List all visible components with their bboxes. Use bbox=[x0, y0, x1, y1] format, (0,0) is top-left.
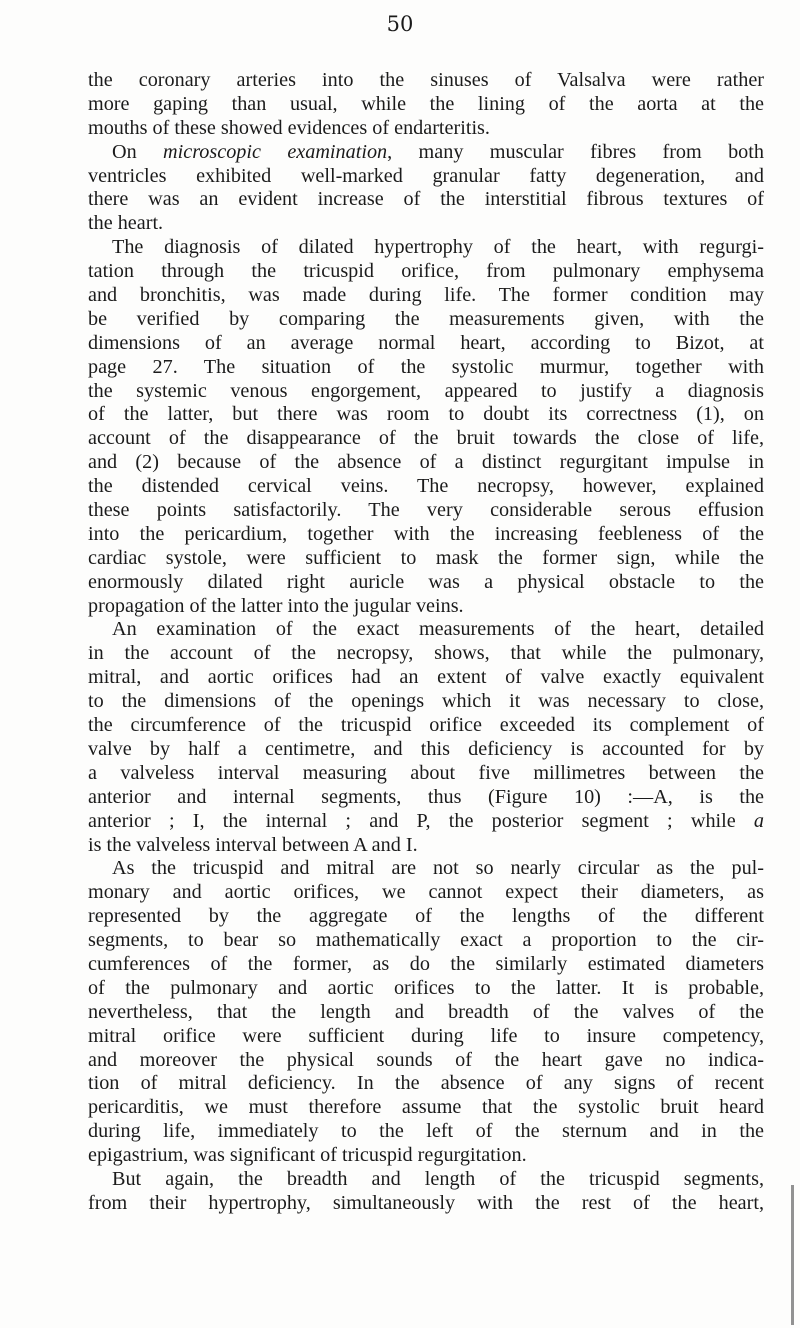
text-line: represented by the aggregate of the lengths of the different bbox=[88, 905, 764, 928]
text-line: mouths of these showed evidences of endarteritis. bbox=[88, 116, 490, 139]
text-line: and (2) because of the absence of a distinct regurgitant impulse in bbox=[88, 451, 764, 474]
text-line: tation through the tricuspid orifice, from pulmonary emphysema bbox=[88, 260, 764, 283]
text-line: dimensions of an average normal heart, according to Bizot, at bbox=[88, 331, 764, 354]
text-line: cardiac systole, were sufficient to mask the former sign, while the bbox=[88, 546, 764, 569]
text-line: into the pericardium, together with the increasing feebleness of the bbox=[88, 522, 764, 545]
text-line bbox=[88, 810, 764, 834]
text-line: As the tricuspid and mitral are not so nearly circular as the pul- bbox=[112, 857, 764, 880]
text-line: the heart. bbox=[88, 212, 164, 235]
text-line: valve by half a centimetre, and this deficiency is accounted for by bbox=[88, 737, 764, 760]
text-line: The diagnosis of dilated hypertrophy of the heart, with regurgi- bbox=[112, 236, 764, 259]
text-line: the coronary arteries into the sinuses of Valsalva were rather bbox=[88, 69, 764, 91]
text-line: of the pulmonary and aortic orifices to the latter. It is probable, bbox=[88, 976, 764, 999]
text-line: tion of mitral deficiency. In the absence of any signs of recent bbox=[88, 1072, 764, 1095]
text-line: be verified by comparing the measurements given, with the bbox=[88, 307, 764, 330]
italic-phrase: microscopic examination bbox=[163, 140, 388, 163]
page-number: 50 bbox=[386, 12, 414, 36]
body-text bbox=[88, 69, 764, 1216]
text-line: anterior and internal segments, thus (Figure 10) :—A, is the bbox=[88, 785, 764, 808]
text-line: in the account of the necropsy, shows, that while the pulmonary, bbox=[88, 642, 764, 665]
text-line: epigastrium, was significant of tricuspid regurgitation. bbox=[88, 1144, 527, 1167]
text-line: But again, the breadth and length of the tricuspid segments, bbox=[112, 1167, 764, 1190]
text-line: these points satisfactorily. The very considerable serous effusion bbox=[88, 499, 764, 522]
text-line: more gaping than usual, while the lining of the aorta at the bbox=[88, 92, 764, 115]
text-line: there was an evident increase of the interstitial fibrous textures of bbox=[88, 188, 764, 211]
text-line: monary and aortic orifices, we cannot expect their diameters, as bbox=[88, 881, 764, 904]
text-line: and bronchitis, was made during life. The former condition may bbox=[88, 284, 764, 307]
text-line: is the valveless interval between A and I. bbox=[88, 833, 418, 856]
text-line: pericarditis, we must therefore assume that the systolic bruit heard bbox=[88, 1096, 764, 1119]
line-prefix: On bbox=[112, 140, 164, 163]
italic-letter: a bbox=[753, 809, 764, 832]
text-line: enormously dilated right auricle was a physical obstacle to the bbox=[88, 570, 764, 593]
text-line: a valveless interval measuring about five millimetres between the bbox=[88, 761, 764, 784]
text-line: the distended cervical veins. The necropsy, however, explained bbox=[88, 475, 764, 498]
text-line: ventricles exhibited well-marked granular fatty degeneration, and bbox=[88, 164, 764, 187]
text-line: from their hypertrophy, simultaneously with the rest of the heart, bbox=[88, 1191, 764, 1214]
text-line: mitral, and aortic orifices had an extent of valve exactly equivalent bbox=[88, 666, 764, 689]
text-line: and moreover the physical sounds of the heart gave no indica- bbox=[88, 1048, 764, 1071]
text-line bbox=[88, 141, 764, 165]
text-line: propagation of the latter into the jugular veins. bbox=[88, 594, 464, 617]
text-line: page 27. The situation of the systolic murmur, together with bbox=[88, 355, 764, 378]
text-line: of the latter, but there was room to doubt its correctness (1), on bbox=[88, 403, 764, 426]
text-line: the circumference of the tricuspid orifice exceeded its complement of bbox=[88, 714, 764, 737]
text-line: nevertheless, that the length and breadth of the valves of the bbox=[88, 1000, 764, 1023]
text-line: account of the disappearance of the bruit towards the close of life, bbox=[88, 427, 764, 450]
text-line: An examination of the exact measurements of the heart, detailed bbox=[112, 618, 764, 641]
line-rest: , many muscular fibres from both bbox=[387, 140, 764, 163]
text-line: to the dimensions of the openings which it was necessary to close, bbox=[88, 690, 764, 713]
text-line: during life, immediately to the left of the sternum and in the bbox=[88, 1120, 764, 1143]
text-line: mitral orifice were sufficient during life to insure competency, bbox=[88, 1024, 764, 1047]
text-line: the systemic venous engorgement, appeared to justify a diagnosis bbox=[88, 379, 764, 402]
text-line: segments, to bear so mathematically exact a proportion to the cir- bbox=[88, 929, 764, 952]
text-line: cumferences of the former, as do the similarly estimated diameters bbox=[88, 952, 764, 975]
scan-edge-shadow bbox=[791, 1185, 794, 1325]
line-rest: anterior ; I, the internal ; and P, the posterior segment ; while bbox=[88, 809, 754, 832]
